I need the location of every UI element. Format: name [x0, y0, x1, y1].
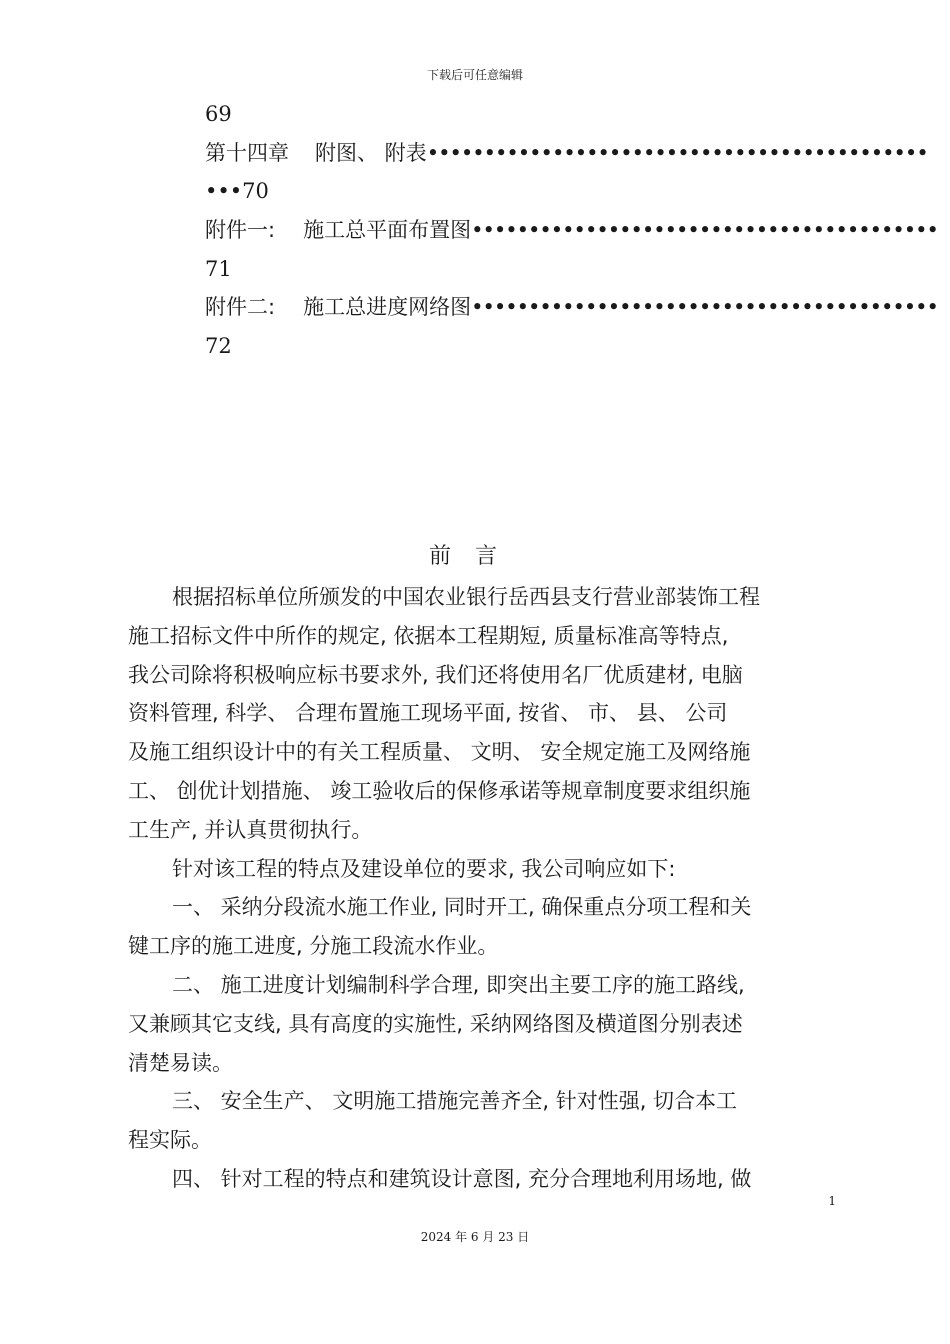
toc-attachment-1	[205, 211, 938, 250]
paragraph-line: 及施工组织设计中的有关工程质量、 文明、 安全规定施工及网络施	[128, 740, 751, 765]
paragraph-line: 针对该工程的特点及建设单位的要求, 我公司响应如下:	[172, 856, 676, 881]
paragraph-line: 三、 安全生产、 文明施工措施完善齐全, 针对性强, 切合本工	[172, 1089, 738, 1114]
toc-leader-dots: •••••••••••••••••••••••••••••••••••••••••	[471, 218, 938, 243]
toc-attachment-2-page: 72	[205, 334, 232, 359]
toc-page-69: 69	[205, 102, 232, 126]
page-footer-date: 2024 年 6 月 23 日	[420, 1230, 530, 1244]
paragraph-line: 四、 针对工程的特点和建筑设计意图, 充分合理地利用场地, 做	[172, 1166, 752, 1191]
paragraph-line: 二、 施工进度计划编制科学合理, 即突出主要工序的施工路线,	[172, 972, 745, 997]
toc-leader-dots: •••••••••••••••••••••••••••••••••••••••••	[471, 295, 938, 320]
paragraph-line: 键工序的施工进度, 分施工段流水作业。	[128, 934, 499, 959]
page-header: 下载后可任意编辑	[426, 68, 523, 82]
paragraph-line: 程实际。	[128, 1128, 212, 1153]
paragraph-line: 我公司除将积极响应标书要求外, 我们还将使用名厂优质建材, 电脑	[128, 662, 743, 687]
toc-attachment-2-label: 附件二:	[205, 295, 276, 320]
paragraph-line: 清楚易读。	[128, 1050, 233, 1075]
paragraph-line: 一、 采纳分段流水施工作业, 同时开工, 确保重点分项工程和关	[172, 895, 752, 920]
page-number: 1	[828, 1194, 836, 1208]
toc-attachment-1-label: 附件一:	[205, 218, 276, 243]
toc-chapter-14-label: 第十四章	[205, 140, 289, 165]
paragraph-line: 根据招标单位所颁发的中国农业银行岳西县支行营业部装饰工程	[172, 585, 760, 609]
paragraph-line: 又兼顾其它支线, 具有高度的实施性, 采纳网络图及横道图分别表述	[128, 1011, 743, 1036]
paragraph-line: 工生产, 并认真贯彻执行。	[128, 817, 373, 842]
preface-body	[128, 578, 828, 1199]
toc-attachment-2	[205, 288, 938, 327]
toc-attachment-1-title: 施工总平面布置图	[303, 218, 472, 243]
toc-attachment-1-page: 71	[205, 256, 232, 281]
table-of-contents	[205, 95, 938, 366]
toc-chapter-14-page: •••70	[205, 179, 269, 204]
section-title: 前言	[428, 544, 521, 569]
paragraph-line: 资料管理, 科学、 合理布置施工现场平面, 按省、 市、 县、 公司	[128, 701, 728, 726]
paragraph-line: 工、 创优计划措施、 竣工验收后的保修承诺等规章制度要求组织施	[128, 778, 751, 803]
toc-attachment-2-title: 施工总进度网络图	[303, 295, 472, 320]
toc-chapter-14-title: 附图、 附表	[315, 140, 427, 165]
paragraph-line: 施工招标文件中所作的规定, 依据本工程期短, 质量标准高等特点,	[128, 623, 729, 648]
toc-chapter-14	[205, 134, 928, 173]
toc-leader-dots: ••••••••••••••••••••••••••••••••••••••••••••	[426, 140, 928, 165]
